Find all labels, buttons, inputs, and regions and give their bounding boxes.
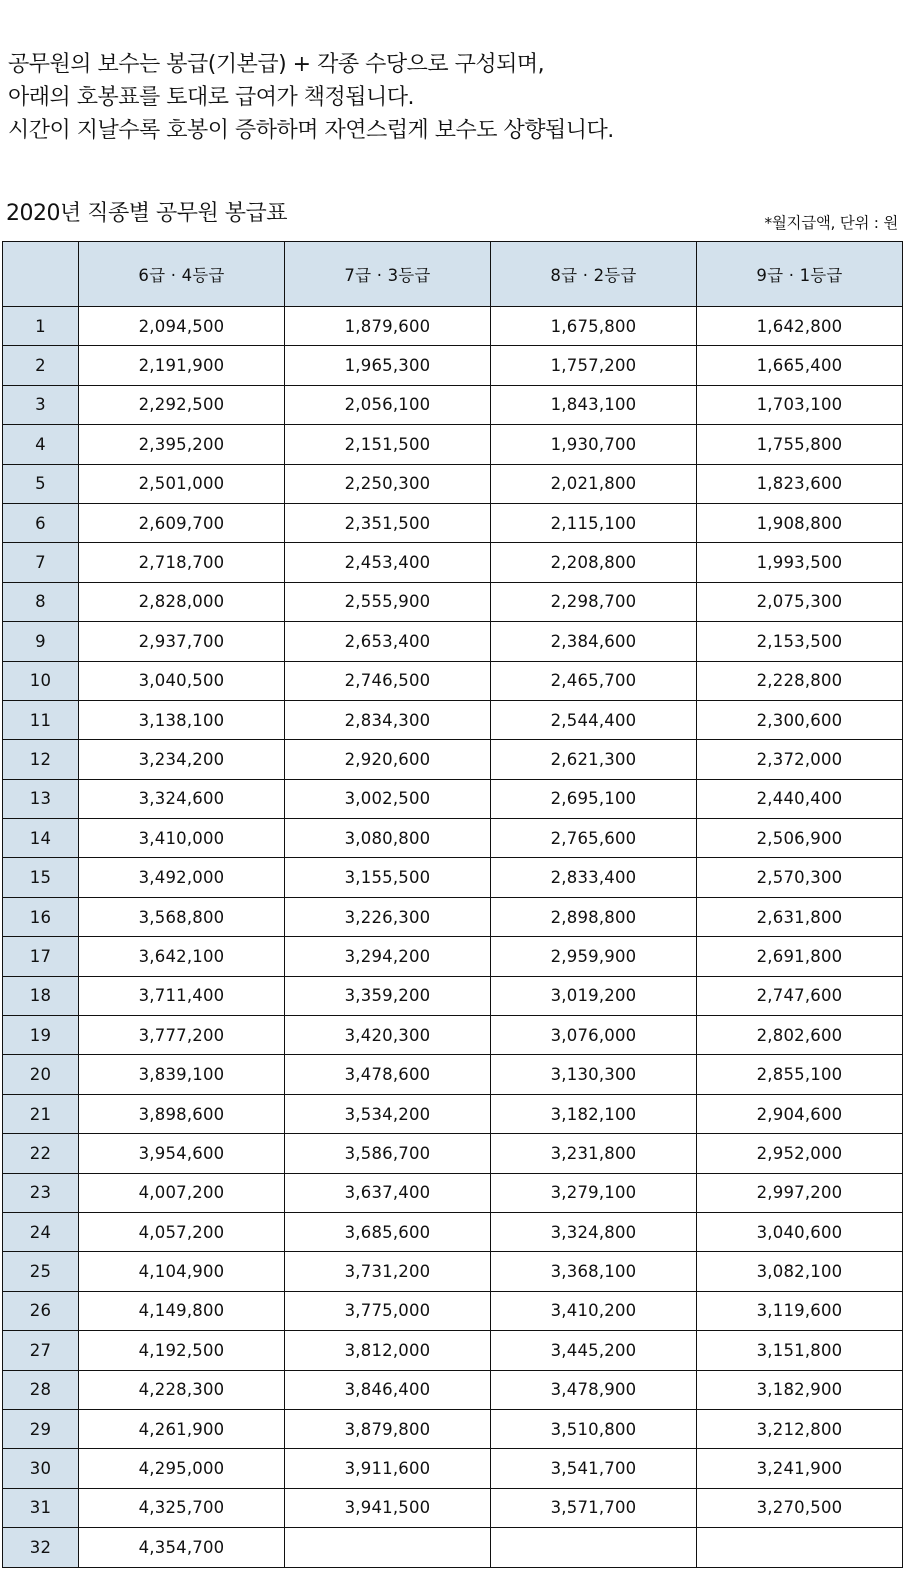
grade-9-cell: 2,631,800 — [697, 897, 903, 936]
grade-7-cell: 1,879,600 — [285, 307, 491, 346]
grade-8-cell: 3,510,800 — [491, 1409, 697, 1448]
salary-table-header — [3, 242, 903, 307]
step-cell: 19 — [3, 1016, 79, 1055]
grade-8-cell: 1,757,200 — [491, 346, 697, 385]
grade-8-cell: 2,695,100 — [491, 779, 697, 818]
grade-8-cell: 3,279,100 — [491, 1173, 697, 1212]
grade-6-cell: 4,325,700 — [79, 1488, 285, 1527]
step-cell: 9 — [3, 622, 79, 661]
grade-7-cell: 2,834,300 — [285, 700, 491, 739]
grade-7-cell: 3,637,400 — [285, 1173, 491, 1212]
grade-7-cell: 1,965,300 — [285, 346, 491, 385]
table-row — [3, 740, 903, 779]
table-row — [3, 464, 903, 503]
step-cell: 12 — [3, 740, 79, 779]
header-grade-6: 6급 · 4등급 — [79, 242, 285, 307]
grade-6-cell: 3,040,500 — [79, 661, 285, 700]
table-row — [3, 1252, 903, 1291]
step-cell: 15 — [3, 858, 79, 897]
step-cell: 22 — [3, 1134, 79, 1173]
table-row — [3, 1055, 903, 1094]
grade-6-cell: 4,261,900 — [79, 1409, 285, 1448]
intro-line: 공무원의 보수는 봉급(기본급) + 각종 수당으로 구성되며, — [8, 52, 545, 77]
step-cell: 17 — [3, 937, 79, 976]
grade-8-cell: 3,478,900 — [491, 1370, 697, 1409]
grade-7-cell: 3,420,300 — [285, 1016, 491, 1055]
step-cell: 25 — [3, 1252, 79, 1291]
grade-7-cell — [285, 1528, 491, 1567]
grade-6-cell: 4,354,700 — [79, 1528, 285, 1567]
table-row — [3, 622, 903, 661]
grade-7-cell: 3,775,000 — [285, 1291, 491, 1330]
step-cell: 30 — [3, 1449, 79, 1488]
grade-8-cell: 3,410,200 — [491, 1291, 697, 1330]
grade-7-cell: 3,911,600 — [285, 1449, 491, 1488]
grade-7-cell: 3,812,000 — [285, 1331, 491, 1370]
grade-8-cell: 3,324,800 — [491, 1212, 697, 1251]
grade-9-cell: 1,993,500 — [697, 543, 903, 582]
step-cell: 11 — [3, 700, 79, 739]
grade-9-cell: 1,908,800 — [697, 503, 903, 542]
grade-9-cell: 2,802,600 — [697, 1016, 903, 1055]
grade-6-cell: 3,711,400 — [79, 976, 285, 1015]
step-cell: 1 — [3, 307, 79, 346]
table-row — [3, 1409, 903, 1448]
grade-9-cell — [697, 1528, 903, 1567]
grade-7-cell: 3,294,200 — [285, 937, 491, 976]
grade-9-cell: 2,228,800 — [697, 661, 903, 700]
grade-9-cell: 2,570,300 — [697, 858, 903, 897]
grade-6-cell: 3,492,000 — [79, 858, 285, 897]
step-cell: 28 — [3, 1370, 79, 1409]
header-step-cell — [3, 242, 79, 307]
grade-6-cell: 4,228,300 — [79, 1370, 285, 1409]
grade-9-cell: 3,119,600 — [697, 1291, 903, 1330]
step-cell: 8 — [3, 582, 79, 621]
header-grade-9: 9급 · 1등급 — [697, 242, 903, 307]
grade-6-cell: 4,007,200 — [79, 1173, 285, 1212]
grade-6-cell: 2,395,200 — [79, 425, 285, 464]
grade-9-cell: 2,300,600 — [697, 700, 903, 739]
grade-9-cell: 3,270,500 — [697, 1488, 903, 1527]
grade-9-cell: 2,855,100 — [697, 1055, 903, 1094]
step-cell: 27 — [3, 1331, 79, 1370]
table-row — [3, 1134, 903, 1173]
table-row — [3, 543, 903, 582]
grade-6-cell: 2,191,900 — [79, 346, 285, 385]
grade-6-cell: 3,642,100 — [79, 937, 285, 976]
header-row — [3, 242, 903, 307]
grade-7-cell: 2,653,400 — [285, 622, 491, 661]
table-row — [3, 1094, 903, 1133]
table-row — [3, 1370, 903, 1409]
grade-8-cell: 3,130,300 — [491, 1055, 697, 1094]
grade-9-cell: 2,997,200 — [697, 1173, 903, 1212]
grade-9-cell: 3,241,900 — [697, 1449, 903, 1488]
step-cell: 29 — [3, 1409, 79, 1448]
grade-7-cell: 3,226,300 — [285, 897, 491, 936]
grade-8-cell: 2,021,800 — [491, 464, 697, 503]
grade-6-cell: 4,192,500 — [79, 1331, 285, 1370]
grade-9-cell: 2,506,900 — [697, 819, 903, 858]
grade-8-cell: 3,019,200 — [491, 976, 697, 1015]
table-row — [3, 582, 903, 621]
salary-table-body — [3, 307, 903, 1568]
table-row — [3, 1212, 903, 1251]
table-title: 2020년 직종별 공무원 봉급표 — [6, 201, 287, 226]
step-cell: 32 — [3, 1528, 79, 1567]
grade-8-cell: 1,930,700 — [491, 425, 697, 464]
table-row — [3, 1331, 903, 1370]
grade-6-cell: 3,568,800 — [79, 897, 285, 936]
grade-8-cell: 2,898,800 — [491, 897, 697, 936]
grade-6-cell: 2,094,500 — [79, 307, 285, 346]
table-row — [3, 425, 903, 464]
grade-7-cell: 3,155,500 — [285, 858, 491, 897]
grade-8-cell: 3,541,700 — [491, 1449, 697, 1488]
grade-8-cell: 3,445,200 — [491, 1331, 697, 1370]
grade-8-cell: 3,076,000 — [491, 1016, 697, 1055]
grade-6-cell: 4,295,000 — [79, 1449, 285, 1488]
table-row — [3, 503, 903, 542]
grade-6-cell: 2,501,000 — [79, 464, 285, 503]
grade-7-cell: 3,478,600 — [285, 1055, 491, 1094]
grade-7-cell: 3,002,500 — [285, 779, 491, 818]
grade-6-cell: 3,954,600 — [79, 1134, 285, 1173]
step-cell: 5 — [3, 464, 79, 503]
grade-9-cell: 2,904,600 — [697, 1094, 903, 1133]
grade-9-cell: 1,703,100 — [697, 385, 903, 424]
grade-8-cell: 3,182,100 — [491, 1094, 697, 1133]
grade-7-cell: 3,731,200 — [285, 1252, 491, 1291]
grade-8-cell: 2,298,700 — [491, 582, 697, 621]
step-cell: 18 — [3, 976, 79, 1015]
table-row — [3, 1488, 903, 1527]
grade-7-cell: 2,351,500 — [285, 503, 491, 542]
step-cell: 13 — [3, 779, 79, 818]
grade-7-cell: 2,151,500 — [285, 425, 491, 464]
grade-6-cell: 3,898,600 — [79, 1094, 285, 1133]
grade-9-cell: 2,747,600 — [697, 976, 903, 1015]
grade-7-cell: 3,080,800 — [285, 819, 491, 858]
grade-6-cell: 3,410,000 — [79, 819, 285, 858]
grade-9-cell: 2,691,800 — [697, 937, 903, 976]
grade-9-cell: 2,440,400 — [697, 779, 903, 818]
grade-9-cell: 2,153,500 — [697, 622, 903, 661]
grade-6-cell: 2,292,500 — [79, 385, 285, 424]
step-cell: 3 — [3, 385, 79, 424]
step-cell: 10 — [3, 661, 79, 700]
grade-8-cell: 3,368,100 — [491, 1252, 697, 1291]
grade-6-cell: 4,104,900 — [79, 1252, 285, 1291]
table-row — [3, 1449, 903, 1488]
unit-note: *월지급액, 단위 : 원 — [764, 214, 898, 232]
grade-9-cell: 3,182,900 — [697, 1370, 903, 1409]
grade-9-cell: 1,665,400 — [697, 346, 903, 385]
grade-9-cell: 1,823,600 — [697, 464, 903, 503]
table-row — [3, 937, 903, 976]
intro-line: 시간이 지날수록 호봉이 증하하며 자연스럽게 보수도 상향됩니다. — [8, 118, 614, 143]
table-row — [3, 307, 903, 346]
step-cell: 7 — [3, 543, 79, 582]
table-row — [3, 1291, 903, 1330]
grade-9-cell: 2,372,000 — [697, 740, 903, 779]
grade-9-cell: 1,642,800 — [697, 307, 903, 346]
header-grade-7: 7급 · 3등급 — [285, 242, 491, 307]
grade-8-cell: 2,208,800 — [491, 543, 697, 582]
grade-6-cell: 2,937,700 — [79, 622, 285, 661]
grade-9-cell: 2,075,300 — [697, 582, 903, 621]
grade-8-cell: 3,231,800 — [491, 1134, 697, 1173]
grade-8-cell: 3,571,700 — [491, 1488, 697, 1527]
grade-6-cell: 4,149,800 — [79, 1291, 285, 1330]
grade-8-cell: 2,465,700 — [491, 661, 697, 700]
table-row — [3, 858, 903, 897]
grade-8-cell — [491, 1528, 697, 1567]
step-cell: 21 — [3, 1094, 79, 1133]
grade-6-cell: 4,057,200 — [79, 1212, 285, 1251]
grade-7-cell: 3,879,800 — [285, 1409, 491, 1448]
grade-8-cell: 2,544,400 — [491, 700, 697, 739]
grade-6-cell: 3,777,200 — [79, 1016, 285, 1055]
grade-8-cell: 2,833,400 — [491, 858, 697, 897]
grade-9-cell: 3,212,800 — [697, 1409, 903, 1448]
table-row — [3, 976, 903, 1015]
grade-9-cell: 2,952,000 — [697, 1134, 903, 1173]
step-cell: 23 — [3, 1173, 79, 1212]
grade-9-cell: 3,082,100 — [697, 1252, 903, 1291]
grade-7-cell: 2,056,100 — [285, 385, 491, 424]
grade-7-cell: 3,941,500 — [285, 1488, 491, 1527]
grade-9-cell: 3,151,800 — [697, 1331, 903, 1370]
table-row — [3, 700, 903, 739]
step-cell: 20 — [3, 1055, 79, 1094]
step-cell: 31 — [3, 1488, 79, 1527]
table-row — [3, 346, 903, 385]
table-row — [3, 1528, 903, 1567]
step-cell: 14 — [3, 819, 79, 858]
grade-7-cell: 2,920,600 — [285, 740, 491, 779]
table-row — [3, 897, 903, 936]
grade-8-cell: 2,384,600 — [491, 622, 697, 661]
table-row — [3, 385, 903, 424]
grade-7-cell: 3,685,600 — [285, 1212, 491, 1251]
grade-7-cell: 2,555,900 — [285, 582, 491, 621]
grade-8-cell: 2,621,300 — [491, 740, 697, 779]
grade-8-cell: 2,115,100 — [491, 503, 697, 542]
table-row — [3, 1173, 903, 1212]
step-cell: 6 — [3, 503, 79, 542]
grade-8-cell: 2,959,900 — [491, 937, 697, 976]
grade-7-cell: 3,534,200 — [285, 1094, 491, 1133]
salary-table — [2, 241, 903, 1568]
grade-8-cell: 1,675,800 — [491, 307, 697, 346]
grade-7-cell: 3,359,200 — [285, 976, 491, 1015]
grade-6-cell: 3,324,600 — [79, 779, 285, 818]
grade-6-cell: 3,839,100 — [79, 1055, 285, 1094]
step-cell: 16 — [3, 897, 79, 936]
step-cell: 24 — [3, 1212, 79, 1251]
grade-7-cell: 3,586,700 — [285, 1134, 491, 1173]
table-row — [3, 819, 903, 858]
grade-8-cell: 1,843,100 — [491, 385, 697, 424]
table-row — [3, 779, 903, 818]
grade-9-cell: 1,755,800 — [697, 425, 903, 464]
intro-line: 아래의 호봉표를 토대로 급여가 책정됩니다. — [8, 85, 415, 110]
grade-6-cell: 2,718,700 — [79, 543, 285, 582]
grade-7-cell: 3,846,400 — [285, 1370, 491, 1409]
grade-9-cell: 3,040,600 — [697, 1212, 903, 1251]
grade-7-cell: 2,746,500 — [285, 661, 491, 700]
grade-6-cell: 3,138,100 — [79, 700, 285, 739]
grade-6-cell: 2,828,000 — [79, 582, 285, 621]
step-cell: 4 — [3, 425, 79, 464]
grade-6-cell: 2,609,700 — [79, 503, 285, 542]
intro-paragraph — [8, 48, 614, 147]
grade-8-cell: 2,765,600 — [491, 819, 697, 858]
table-row — [3, 1016, 903, 1055]
header-grade-8: 8급 · 2등급 — [491, 242, 697, 307]
table-row — [3, 661, 903, 700]
grade-7-cell: 2,250,300 — [285, 464, 491, 503]
step-cell: 2 — [3, 346, 79, 385]
step-cell: 26 — [3, 1291, 79, 1330]
grade-6-cell: 3,234,200 — [79, 740, 285, 779]
grade-7-cell: 2,453,400 — [285, 543, 491, 582]
